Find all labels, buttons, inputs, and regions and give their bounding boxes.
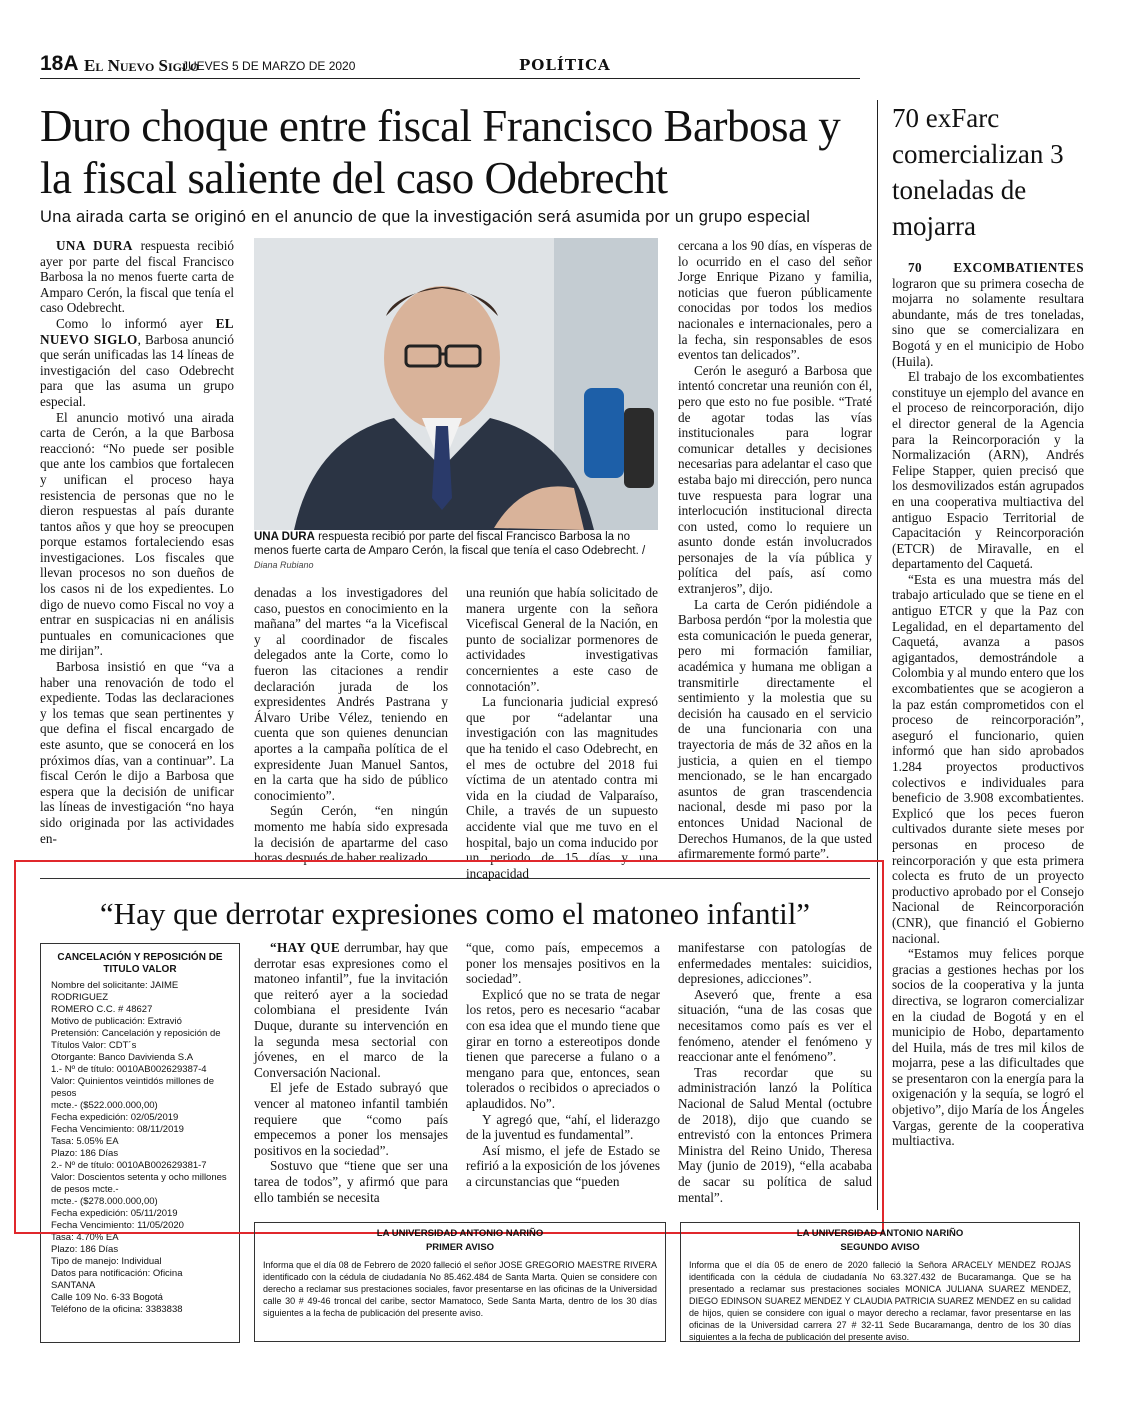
paragraph: Como lo informó ayer bbox=[56, 315, 216, 331]
ad-kind: SEGUNDO AVISO bbox=[840, 1242, 920, 1253]
notice-title: CANCELACIÓN Y REPOSICIÓN DE TITULO VALOR bbox=[57, 952, 223, 975]
notice-line: Tasa: 5.05% EA bbox=[51, 1136, 119, 1147]
notice-line: Tasa: 4.70% EA bbox=[51, 1232, 119, 1243]
paragraph: Explicó que no se trata de negar los retos, pero es necesario “acabar con esa idea que el mundo tiene que girar en torno a estereotipos donde tienen que parecerse a fulano o a mengano para que, entonces, sean tolerados o recibidos o apreciados o aplaudidos. No”. bbox=[466, 986, 660, 1111]
paragraph: “que, como país, empecemos a poner los mensajes positivos en la sociedad”. bbox=[466, 940, 660, 987]
paragraph: Cerón le aseguró a Barbosa que intentó concretar una reunión con él, pero que esto no fue posible. “Traté de agotar todas las vías institucionales para lograr comunicar detalles y decisiones necesarias para adelantar el caso que estaba bajo mi dirección, pero nunca tuve respuesta para lograr una interlocución institucional directa con usted, como lo requiere un asunto donde están involucrados personajes de la vía pública y política del país, así como extranjeros”, dijo. bbox=[678, 362, 872, 597]
notice-line: Valor: Quinientos veintidós millones de pesos bbox=[51, 1076, 214, 1099]
notice-line: Fecha Vencimiento: 08/11/2019 bbox=[51, 1124, 184, 1135]
paragraph: Según Cerón, “en ningún momento me había sido expresada la decisión de apartarme del caso horas después de haber realizado bbox=[254, 803, 448, 866]
paragraph: Barbosa insistió en que “va a haber una renovación de todo el expediente. Todas las declaraciones y los temas que sean pertinentes y que defina el fiscal encargado de este asunto, que se conocerá en los próximos días, van a continuar”. La fiscal Cerón le dijo a Barbosa que espera que la decisión de unificar las líneas de investigación “no haya sido originada por las actividades en- bbox=[40, 659, 234, 846]
paragraph: Aseveró que, frente a esa situación, “una de las cosas que necesitamos como país es ver el fenómeno, atender el fenómeno y reaccionar ante el fenómeno”. bbox=[678, 986, 872, 1065]
photo-illustration bbox=[254, 238, 658, 530]
paragraph: El anuncio motivó una airada carta de Cerón, a la que Barbosa reaccionó: “No puede ser posible que ante los cambios que fortalecen y unifican el proceso haya resistencia de personas que no le dieron respuestas al país durante tantos años y que hoy se preocupen porque estamos fortaleciendo esas investigaciones. Los fiscales que llevan procesos no son dueños de los casos ni de los expedientes. Lo digo de nuevo como Fiscal no voy a entrar en suspicacias ni en análisis puntuales en comunicaciones que me dirijan”. bbox=[40, 409, 234, 659]
notice-line: Valor: Doscientos setenta y ocho millones de pesos mcte.- bbox=[51, 1172, 227, 1195]
paragraph: El trabajo de los excombatientes constituye un ejemplo del avance en el proceso de reincorporación, dijo el director general de la Agencia para la Reincorporación y la Normalización (ARN), Andrés Felipe Stapper, quien precisó que los desmovilizados están agrupados en una cooperativa multiactiva del antiguo Espacio Territorial de Capacitación y Reincorporación (ETCR) de Miravalle, en el departamento del Caquetá. bbox=[892, 369, 1084, 572]
page-header bbox=[40, 52, 860, 79]
notice-line: mcte.- ($278.000.000,00) bbox=[51, 1196, 158, 1207]
paragraph: lograron que su primera cosecha de mojarra no solamente resultara abundante, más de tres toneladas, sino que se comercializara en Bogotá y en el municipio de Hobo (Huila). bbox=[892, 275, 1084, 369]
paragraph: , Barbosa anunció que serán unificadas las 14 líneas de investigación del caso Odebrecht para que las asuma un grupo especial. bbox=[40, 331, 234, 409]
paragraph: Sostuvo que “tiene que ser una tarea de todos”, y afirmó que para ello también se necesita bbox=[254, 1158, 448, 1205]
notice-line: ROMERO C.C. # 48627 bbox=[51, 1004, 153, 1015]
side-article-body bbox=[892, 260, 1084, 1210]
main-column-4 bbox=[678, 238, 872, 868]
caption-lead: UNA DURA bbox=[254, 531, 315, 543]
newspaper-mention: EL NUEVO SIGLO bbox=[40, 315, 234, 347]
notice-line: Motivo de publicación: Extravió bbox=[51, 1016, 182, 1027]
photo-caption bbox=[254, 530, 658, 572]
main-column-2 bbox=[254, 585, 448, 868]
fiscal-photo bbox=[254, 238, 658, 530]
page-number: 18A bbox=[40, 52, 79, 75]
issue-date: JUEVES 5 DE MARZO DE 2020 bbox=[182, 59, 356, 73]
lead-word: 70 EXCOMBATIENTES bbox=[908, 260, 1084, 275]
interview-headline: “Hay que derrotar expresiones como el matoneo infantil” bbox=[99, 896, 811, 931]
obituary-notice-first bbox=[254, 1222, 666, 1342]
main-column-3 bbox=[466, 585, 658, 881]
notice-line: Tipo de manejo: Individual bbox=[51, 1256, 162, 1267]
lead-word: “HAY QUE bbox=[270, 940, 341, 955]
ad-organization: LA UNIVERSIDAD ANTONIO NARIÑO bbox=[796, 1228, 964, 1239]
ad-body: Informa que el día 05 de enero de 2020 falleció la Señora ARACELY MENDEZ ROJAS identificada con la cédula de ciudadanía No 63.327.432 de Bucaramanga. Que se ha presentado a reclamar sus prestaciones sociales MONICA JULIANA SUAREZ MENDEZ, DIEGO EDINSON SUAREZ MENDEZ Y CLAUDIA PATRICIA SUAREZ MENDEZ en su calidad de hijos, quien se considere con igual o mayor derecho a reclamar, favor presentarse en las oficinas de la Universidad carrera 27 # 32-11 Sede Bucaramanga, dentro de los 30 días siguientes a la fecha de publicación del presente aviso. bbox=[689, 1260, 1071, 1342]
notice-line: Nombre del solicitante: JAIME RODRIGUEZ bbox=[51, 980, 179, 1003]
lead-word: UNA DURA bbox=[56, 238, 133, 253]
paragraph: denadas a los investigadores del caso, puestos en conocimiento en la mañana” del martes “a la Vicefiscal y al coordinador de fiscales delegados ante la Corte, como lo fueron las citaciones a rendir declaración jurada de los expresidentes Andrés Pastrana y Álvaro Uribe Vélez, teniendo en cuenta que son quienes denuncian aportes a la campaña política de el expresidente Juan Manuel Santos, en la carta que ha sido de público conocimiento”. bbox=[254, 585, 448, 803]
notice-line: Plazo: 186 Días bbox=[51, 1148, 119, 1159]
ad-kind: PRIMER AVISO bbox=[425, 1242, 495, 1253]
notice-line: Pretensión: Cancelación y reposición de Títulos Valor: CDT´s bbox=[51, 1028, 221, 1051]
notice-line: Otorgante: Banco Davivienda S.A bbox=[51, 1052, 194, 1063]
ad-organization: LA UNIVERSIDAD ANTONIO NARIÑO bbox=[376, 1228, 544, 1239]
paragraph: manifestarse con patologías de enfermedades mentales: suicidios, depresiones, adicciones”. bbox=[678, 940, 872, 987]
obituary-notice-second bbox=[680, 1222, 1080, 1342]
main-column-1 bbox=[40, 238, 234, 868]
paragraph: El jefe de Estado subrayó que vencer al matoneo infantil también requiere que “como país empecemos a poner los mensajes positivos en la sociedad”. bbox=[254, 1080, 448, 1158]
paragraph: La funcionaria judicial expresó que por “adelantar una investigación con las magnitudes que ha tenido el caso Odebrecht, en el mes de octubre del 2018 fui víctima de un atentado contra mi vida en la ciudad de Valparaíso, Chile, a través de un supuesto accidente vial que me tuvo en el hospital, bajo un coma inducido por un periodo de 15 días y una incapacidad bbox=[466, 694, 658, 881]
notice-line: 2.- Nº de título: 0010AB002629381-7 bbox=[51, 1160, 207, 1171]
paragraph: cercana a los 90 días, en vísperas de lo ocurrido en el caso del señor Jorge Enrique Pizano y familia, noticias que fueron públicamente conocidas por todos los medios nacionales e internacionales, pero a la fecha, sin responsables de esos eventos tan delicados”. bbox=[678, 238, 872, 363]
notice-line: Fecha Vencimiento: 11/05/2020 bbox=[51, 1220, 184, 1231]
notice-line: mcte.- ($522.000.000,00) bbox=[51, 1100, 158, 1111]
paragraph: derrumbar, hay que derrotar esas expresiones como el matoneo infantil”, fue la invitación que reiteró ayer a la sociedad colombiana el presidente Iván Duque, durante su intervención en la segunda mesa sectorial con jóvenes, en el marco de la Conversación Nacional. bbox=[254, 940, 448, 1080]
section-name: POLÍTICA bbox=[519, 56, 611, 74]
notice-line: Calle 109 No. 6-33 Bogotá bbox=[51, 1292, 163, 1303]
highlight-box bbox=[14, 860, 884, 1234]
notice-line: Fecha expedición: 05/11/2019 bbox=[51, 1208, 178, 1219]
paragraph: Así mismo, el jefe de Estado se refirió a la exposición de los jóvenes a circunstancias que “pueden bbox=[466, 1142, 660, 1189]
paragraph: una reunión que había solicitado de manera urgente con la señora Vicefiscal General de la Nación, en punto de socializar pormenores de actividades investigativas concernientes a este caso de connotación”. bbox=[466, 585, 658, 694]
photo-credit: Diana Rubiano bbox=[254, 560, 314, 570]
caption-text: respuesta recibió por parte del fiscal Francisco Barbosa la no menos fuerte carta de Amparo Cerón, la fiscal que tenía el caso Odebrecht. / bbox=[254, 531, 646, 557]
paragraph: Y agregó que, “ahí, el liderazgo de la juventud es fundamental”. bbox=[466, 1111, 660, 1143]
notice-line: Datos para notificación: Oficina SANTANA bbox=[51, 1268, 183, 1291]
notice-line: 1.- Nº de título: 0010AB002629387-4 bbox=[51, 1064, 207, 1075]
paragraph: “Esta es una muestra más del trabajo articulado que se tiene en el antiguo ETCR y que la Paz con Legalidad, en el departamento del Caquetá, avanza a pasos agigantados, demostrándole a Colombia y al mundo entero que los excombatientes que se acogieron a la paz están comprometidos con el proceso de reincorporación”, aseguró el funcionario, quien informó que han sido aprobados 1.284 proyectos productivos colectivos e individuales para beneficio de 3.908 excombatientes. Explicó que los peces fueron cultivados durante siete meses por personas en proceso de reincorporación y que esta primera colecta es fruto de un proyecto productivo aprobado por el Consejo Nacional de Reincorporación (CNR), que financió el Gobierno nacional. bbox=[892, 571, 1084, 946]
newspaper-name: El Nuevo Siglo bbox=[84, 56, 200, 75]
ad-body: Informa que el día 08 de Febrero de 2020 falleció el señor JOSE GREGORIO MAESTRE RIVERA identificado con la cédula de ciudadanía No 85.462.484 de Santa Marta. Quien se considere con derecho a reclamar sus prestaciones sociales, favor presentarse en las oficinas de la Universidad calle 30 # 49-46 troncal del caribe, sector Mamatoco, Sede Santa Marta, dentro de los 30 días siguientes a la fecha de publicación del presente aviso. bbox=[263, 1260, 657, 1318]
main-headline: Duro choque entre fiscal Francisco Barbosa y la fiscal saliente del caso Odebrecht bbox=[40, 101, 841, 203]
main-subtitle: Una airada carta se originó en el anuncio de que la investigación será asumida por un grupo especial bbox=[40, 208, 811, 226]
paragraph: “Estamos muy felices porque gracias a gestiones hechas por los socios de la cooperativa y la junta directiva, se lograron comercializar en la ciudad de Bogotá y en el municipio de Hobo, departamento del Huila, más de tres mil kilos de mojarra, pese a las dificultades que se presentaron con la energía para la oxigenación y la sequía, se logró el objetivo”, dijo María de los Ángeles Vargas, gerente de la cooperativa multiactiva. bbox=[892, 946, 1084, 1149]
paragraph: La carta de Cerón pidiéndole a Barbosa perdón “por la molestia que esta comunicación le pueda generar, pero mi formación familiar, académica y humana me obligan a transmitirle directamente el sentimiento y la molestia que su decisión ha causado en el servicio de una funcionaria con una trayectoria de más de 32 años en la justicia, a quien en el tiempo mencionado, se le han encargado asuntos de gran trascendencia nacional, desde mi paso por la entonces Unidad Nacional de Derechos Humanos, de la que usted afirmaremente formó parte”. bbox=[678, 596, 872, 862]
notice-line: Fecha expedición: 02/05/2019 bbox=[51, 1112, 179, 1123]
paragraph: Tras recordar que su administración lanzó la Política Nacional de Salud Mental (octubre de 2018), dijo que cuando se entrevistó con la entonces Primera Ministra del Reino Unido, Theresa May (junio de 2019), “ella acababa de sacar su política de salud mental”. bbox=[678, 1064, 872, 1205]
paragraph: respuesta recibió ayer por parte del fiscal Francisco Barbosa la no menos fuerte carta de Amparo Cerón, la fiscal que tenía el caso Odebrecht. bbox=[40, 238, 235, 316]
notice-line: Plazo: 186 Días bbox=[51, 1244, 119, 1255]
notice-line: Teléfono de la oficina: 3383838 bbox=[51, 1304, 183, 1315]
side-headline: 70 exFarc comercializan 3 toneladas de mojarra bbox=[892, 103, 1064, 241]
